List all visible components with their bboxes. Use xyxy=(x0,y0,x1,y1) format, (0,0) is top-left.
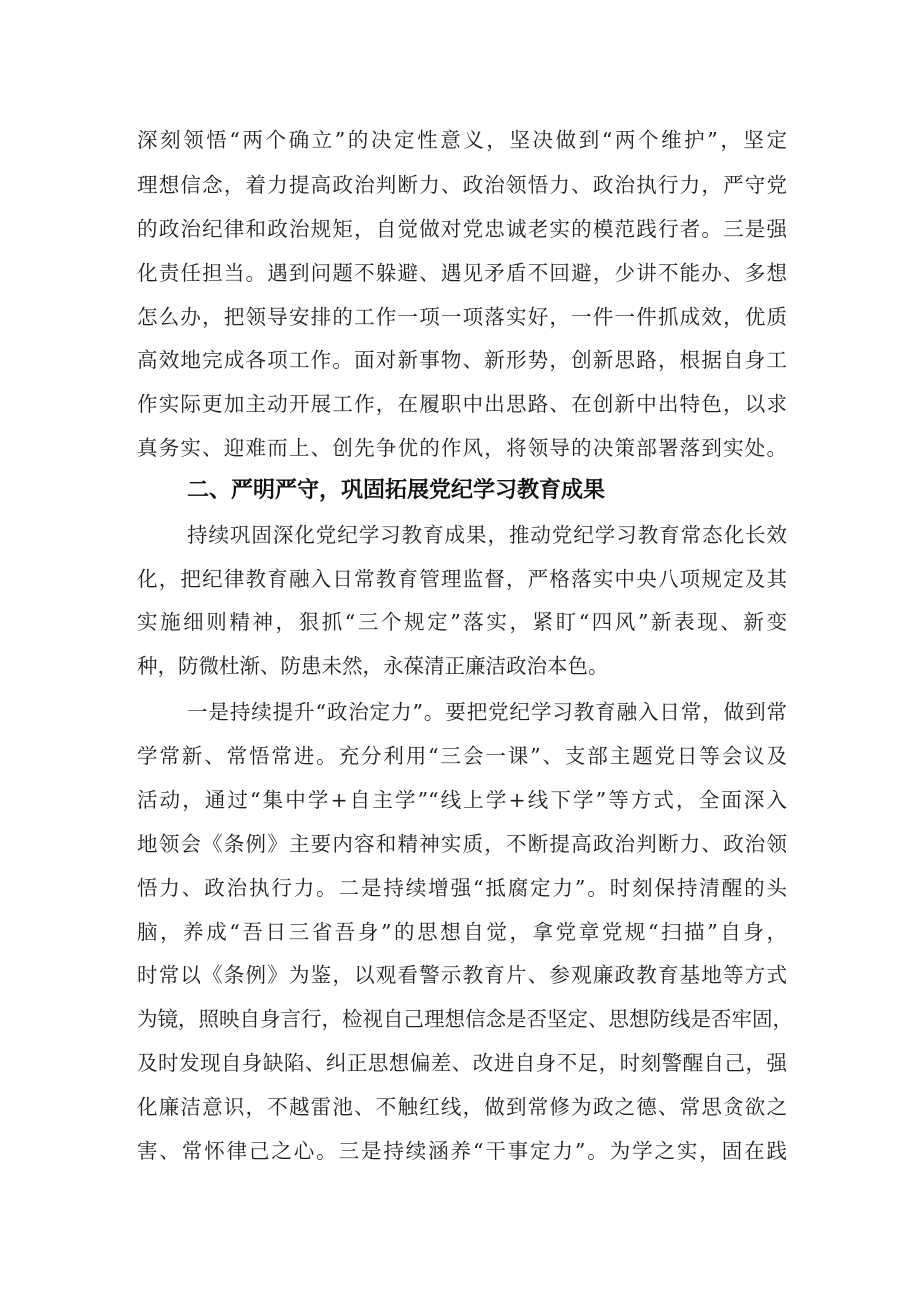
paragraph-1-line: 怎么办，把领导安排的工作一项一项落实好，一件一件抓成效，优质 xyxy=(137,305,787,329)
paragraph-1-line: 深刻领悟“两个确立”的决定性意义，坚决做到“两个维护”，坚定 xyxy=(137,128,787,152)
paragraph-3-line: 悟力、政治执行力。二是持续增强“抵腐定力”。时刻保持清醒的头 xyxy=(137,876,787,900)
paragraph-2-line: 种，防微杜渐、防患未然，永葆清正廉洁政治本色。 xyxy=(137,654,609,678)
paragraph-1-line: 高效地完成各项工作。面对新事物、新形势，创新思路，根据自身工 xyxy=(137,348,787,372)
paragraph-1-line: 的政治纪律和政治规矩，自觉做对党忠诚老实的模范践行者。三是强 xyxy=(137,217,787,241)
paragraph-2-line: 持续巩固深化党纪学习教育成果，推动党纪学习教育常态化长效 xyxy=(187,523,787,547)
paragraph-1-line: 化责任担当。遇到问题不躲避、遇见矛盾不回避，少讲不能办、多想 xyxy=(137,261,787,285)
paragraph-3-line: 脑，养成“吾日三省吾身”的思想自觉，拿党章党规“扫描”自身， xyxy=(137,920,787,944)
section-heading: 二、严明严守，巩固拓展党纪学习教育成果 xyxy=(187,478,606,503)
paragraph-2-line: 化，把纪律教育融入日常教育管理监督，严格落实中央八项规定及其 xyxy=(137,567,787,591)
paragraph-3-line: 时常以《条例》为鉴，以观看警示教育片、参观廉政教育基地等方式 xyxy=(137,963,787,987)
paragraph-1-line: 理想信念，着力提高政治判断力、政治领悟力、政治执行力，严守党 xyxy=(137,173,787,197)
paragraph-2-line: 实施细则精神，狠抓“三个规定”落实，紧盯“四风”新表现、新变 xyxy=(137,610,787,634)
paragraph-3-line: 及时发现自身缺陷、纠正思想偏差、改进自身不足，时刻警醒自己，强 xyxy=(137,1051,787,1075)
paragraph-3-line: 活动，通过“集中学+自主学”“线上学+线下学”等方式，全面深入 xyxy=(137,788,787,812)
paragraph-3-line: 地领会《条例》主要内容和精神实质，不断提高政治判断力、政治领 xyxy=(137,832,787,856)
paragraph-1-line: 作实际更加主动开展工作，在履职中出思路、在创新中出特色，以求 xyxy=(137,392,787,416)
paragraph-3-line: 学常新、常悟常进。充分利用“三会一课”、支部主题党日等会议及 xyxy=(137,744,787,768)
paragraph-3-line: 一是持续提升“政治定力”。要把党纪学习教育融入日常，做到常 xyxy=(187,700,787,724)
paragraph-1-line: 真务实、迎难而上、创先争优的作风，将领导的决策部署落到实处。 xyxy=(137,436,787,460)
paragraph-3-line: 为镜，照映自身言行，检视自己理想信念是否坚定、思想防线是否牢固， xyxy=(137,1007,793,1031)
paragraph-3-line: 化廉洁意识，不越雷池、不触红线，做到常修为政之德、常思贪欲之 xyxy=(137,1095,787,1119)
paragraph-3-line: 害、常怀律己之心。三是持续涵养“干事定力”。为学之实，固在践 xyxy=(137,1139,787,1163)
